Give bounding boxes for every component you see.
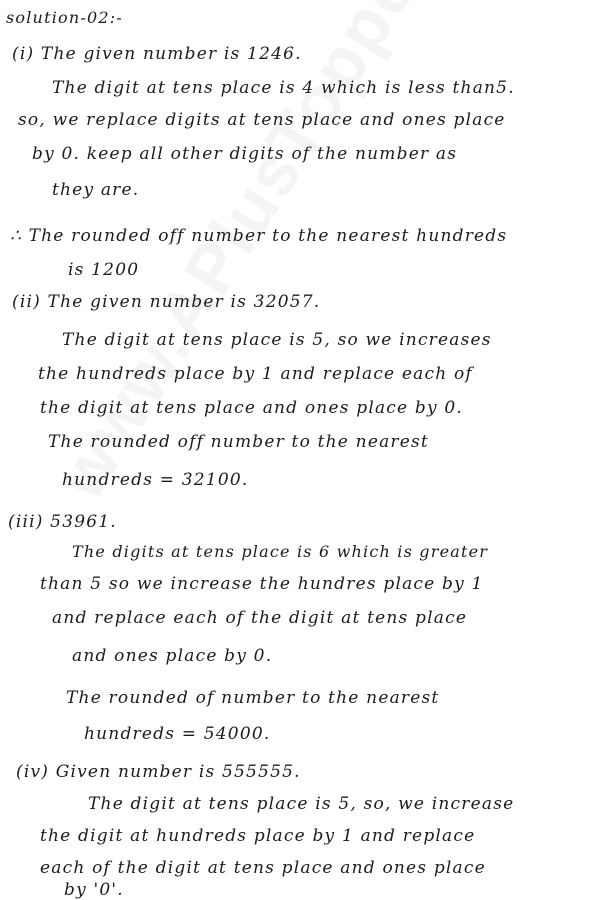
part-iii-statement: (iii) 53961. (8, 512, 117, 532)
text-line: by '0'. (64, 880, 124, 900)
text-line: they are. (52, 180, 140, 200)
text-line: and ones place by 0. (72, 646, 273, 666)
text-line: The digit at tens place is 5, so we increases (62, 330, 492, 350)
text-line: by 0. keep all other digits of the number as (32, 144, 458, 164)
text-line: The digits at tens place is 6 which is greater (72, 542, 489, 561)
text-line: The rounded off number to the nearest (48, 432, 429, 452)
text-line: The digit at tens place is 4 which is less than5. (52, 78, 515, 98)
answer-line: hundreds = 54000. (84, 724, 271, 744)
answer-line: hundreds = 32100. (62, 470, 249, 490)
text-line: The rounded of number to the nearest (66, 688, 440, 708)
solution-heading: solution-02:- (6, 8, 123, 27)
text-line: the digit at tens place and ones place by 0. (40, 398, 463, 418)
text-line: than 5 so we increase the hundres place by 1 (40, 574, 484, 594)
part-iv-statement: (iv) Given number is 555555. (16, 762, 301, 782)
answer-line: is 1200 (68, 260, 140, 280)
text-line: each of the digit at tens place and ones place (40, 858, 486, 878)
part-i-statement: (i) The given number is 1246. (12, 44, 302, 64)
text-line: the hundreds place by 1 and replace each of (38, 364, 473, 384)
text-line: The digit at tens place is 5, so, we increase (88, 794, 515, 814)
text-line: the digit at hundreds place by 1 and replace (40, 826, 476, 846)
text-line: ∴ The rounded off number to the nearest hundreds (10, 226, 508, 246)
part-ii-statement: (ii) The given number is 32057. (12, 292, 321, 312)
text-line: and replace each of the digit at tens place (52, 608, 468, 628)
text-line: so, we replace digits at tens place and ones place (18, 110, 506, 130)
